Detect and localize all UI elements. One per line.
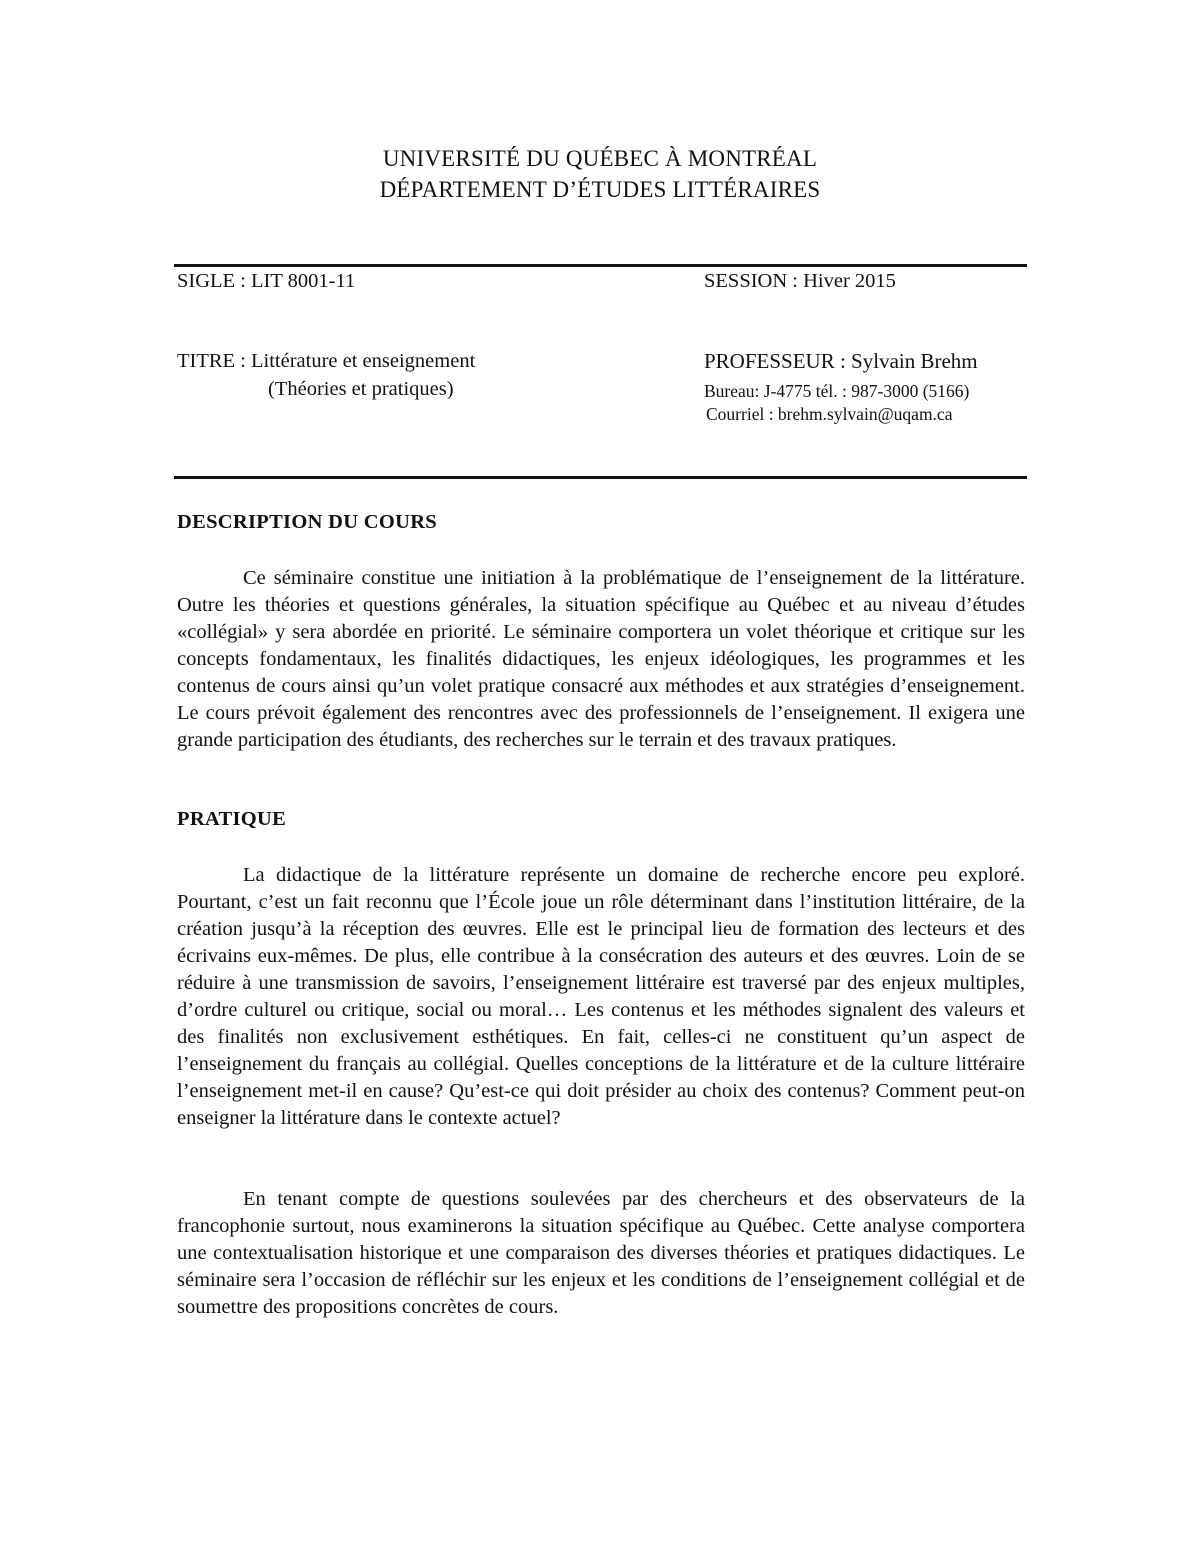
description-heading: DESCRIPTION DU COURS [177, 511, 438, 533]
pratique-paragraph-2: En tenant compte de questions soulevées par des chercheurs et des observateurs de la francophonie surtout, nous examinerons la situation spécifique au Québec. Cette analyse comportera une contextualisation historique et une comparaison des diverses théories et pratiques didactiques. Le séminaire sera l’occasion de réfléchir sur les enjeux et les conditions de l’enseignement collégial et de soumettre des propositions concrètes de cours. [177, 1188, 1025, 1318]
description-paragraph: Ce séminaire constitue une initiation à la problématique de l’enseignement de la littérature. Outre les théories et questions générales, la situation spécifique au Québec et au niveau d’études «collégial» y sera abordée en priorité. Le séminaire comportera un volet théorique et critique sur les concepts fondamentaux, les finalités didactiques, les enjeux idéologiques, les programmes et les contenus de cours ainsi qu’un volet pratique consacré aux méthodes et aux stratégies d’enseignement. Le cours prévoit également des rencontres avec des professionnels de l’enseignement. Il exigera une grande participation des étudiants, des recherches sur le terrain et des travaux pratiques. [177, 567, 1025, 751]
professor-name: PROFESSEUR : Sylvain Brehm [704, 349, 978, 373]
bottom-divider [174, 476, 1027, 479]
professor-office: Bureau: J-4775 tél. : 987-3000 (5166) [704, 381, 970, 401]
professor-email: Courriel : brehm.sylvain@uqam.ca [706, 404, 953, 424]
course-session: SESSION : Hiver 2015 [704, 270, 896, 292]
course-code: SIGLE : LIT 8001-11 [177, 270, 356, 292]
course-title: TITRE : Littérature et enseignement [177, 350, 476, 372]
document-header [0, 143, 1200, 205]
top-divider [174, 264, 1027, 267]
department-name: DÉPARTEMENT D’ÉTUDES LITTÉRAIRES [379, 177, 821, 202]
pratique-paragraph-1: La didactique de la littérature représente un domaine de recherche encore peu exploré. Pourtant, c’est un fait reconnu que l’École joue un rôle déterminant dans l’institution littéraire, de la création jusqu’à la réception des œuvres. Elle est le principal lieu de formation des lecteurs et des écrivains eux-mêmes. De plus, elle contribue à la consécration des auteurs et des œuvres. Loin de se réduire à une transmission de savoirs, l’enseignement littéraire est traversé par des enjeux multiples, d’ordre culturel ou critique, social ou moral… Les contenus et les méthodes signalent des valeurs et des finalités non exclusivement esthétiques. En fait, celles-ci ne constituent qu’un aspect de l’enseignement du français au collégial. Quelles conceptions de la littérature et de la culture littéraire l’enseignement met-il en cause? Qu’est-ce qui doit présider au choix des contenus? Comment peut-on enseigner la littérature dans le contexte actuel? [177, 864, 1025, 1129]
university-name: UNIVERSITÉ DU QUÉBEC À MONTRÉAL [382, 146, 818, 171]
course-subtitle: (Théories et pratiques) [268, 378, 454, 400]
pratique-heading: PRATIQUE [177, 808, 287, 830]
